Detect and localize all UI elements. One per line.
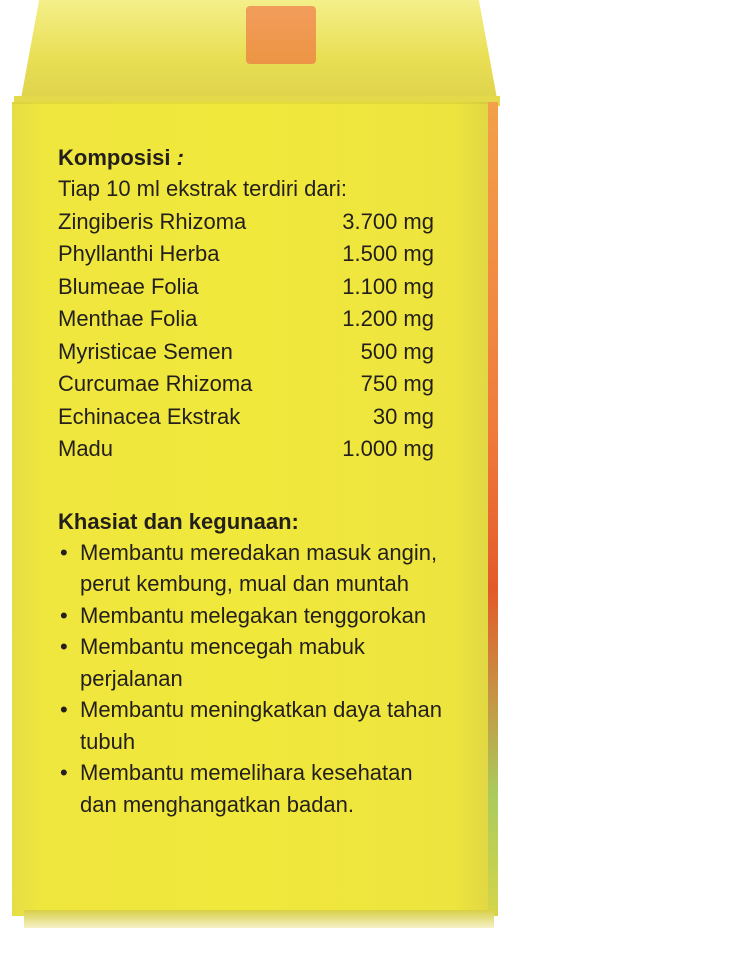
ingredient-row <box>58 238 434 271</box>
ingredient-name: Curcumae Rhizoma <box>58 371 253 396</box>
ingredient-row <box>58 303 434 336</box>
ingredient-amount: 1.100 mg <box>342 273 434 299</box>
composition-heading-label: Komposisi <box>58 145 171 170</box>
box-right-edge <box>488 102 498 916</box>
ingredient-amount: 3.700 mg <box>342 208 434 234</box>
benefit-item: • Membantu melegakan tenggorokan <box>58 600 450 632</box>
ingredient-name: Echinacea Ekstrak <box>58 403 241 429</box>
ingredient-row <box>58 271 434 304</box>
ingredient-row <box>58 336 434 369</box>
composition-heading-colon: : <box>170 145 184 170</box>
benefits-heading: Khasiat dan kegunaan: <box>58 508 299 534</box>
benefit-item: • Membantu memelihara kesehatan dan menghangatkan badan. <box>58 757 450 820</box>
ingredient-amount: 30 mg <box>372 403 434 429</box>
ingredient-row <box>58 401 434 434</box>
ingredient-name: Zingiberis Rhizoma <box>58 208 247 234</box>
ingredient-name: Blumeae Folia <box>58 273 199 299</box>
label-text <box>58 142 458 820</box>
composition-heading <box>58 142 458 173</box>
benefit-item: • Membantu meredakan masuk angin, perut kembung, mual dan muntah <box>58 537 450 600</box>
ingredient-name: Madu <box>58 436 114 461</box>
benefit-item: • Membantu meningkatkan daya tahan tubuh <box>58 694 450 757</box>
box-top-print <box>246 6 316 64</box>
ingredient-amount: 750 mg <box>360 371 434 396</box>
ingredient-amount: 1.500 mg <box>342 241 434 266</box>
ingredient-amount: 1.200 mg <box>342 306 434 331</box>
ingredient-amount: 500 mg <box>360 338 434 364</box>
box-bottom-edge <box>24 910 494 928</box>
ingredient-list <box>58 206 458 466</box>
ingredient-name: Myristicae Semen <box>58 338 233 364</box>
ingredient-row <box>58 433 434 466</box>
ingredient-row <box>58 206 434 239</box>
ingredient-amount: 1.000 mg <box>342 436 434 461</box>
benefits-list <box>58 537 458 821</box>
ingredient-row <box>58 368 434 401</box>
composition-intro: Tiap 10 ml ekstrak terdiri dari: <box>58 176 347 201</box>
ingredient-name: Phyllanthi Herba <box>58 241 220 266</box>
section-gap <box>58 466 458 506</box>
ingredient-name: Menthae Folia <box>58 306 198 331</box>
benefit-item: • Membantu mencegah mabuk perjalanan <box>58 631 450 694</box>
